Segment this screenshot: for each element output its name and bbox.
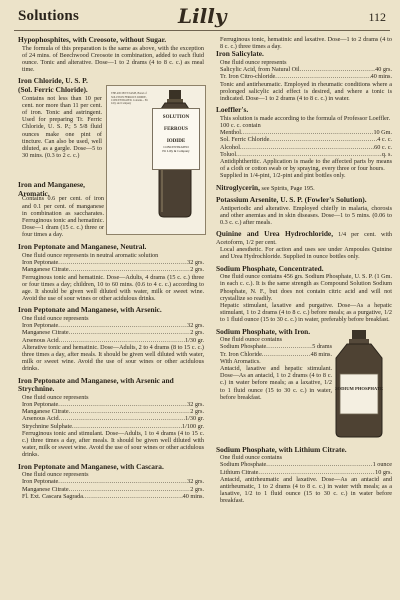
entry-title: Quinine and Urea Hydrochloride, [216, 229, 334, 239]
entry-body: One fluid ounce contains [220, 454, 283, 462]
ingredient-row: Tr. Iron Citro-chloride ..... 40 mins. [216, 73, 392, 80]
entry-title: Iron Salicylate. [216, 49, 264, 59]
ingredient-row: Tr. Iron Chloride ..... 48 mins. [216, 351, 332, 358]
entry-body: Ferruginous tonic and stimulant. Dose—Adults, 1 to 4 drams (4 to 15 c. c.) three times a day, after meals. It should be given well diluted with water, milk or sweet wine. Avoid the use of sour wines or other acidulous drinks. [22, 429, 204, 459]
entry-body: 100 c. c. contain [220, 122, 261, 130]
bottle-label [152, 108, 200, 170]
entry-title: Iron Peptonate and Manganese, with Arsenic and Strychnine. [18, 375, 174, 394]
iron-chloride-entry [18, 76, 204, 239]
ingredient-row: Manganese Citrate ..... 2 grs. [18, 266, 204, 273]
ingredient-row: Manganese Citrate ..... 2 grs. [18, 408, 204, 415]
entry-subtitle: 1/4 per cent. with Acetoform, 1/2 per cent. [216, 231, 393, 247]
entry-body: Antidiphtheritic. Application is made to the affected parts by means of a cloth or cotton swab or by spraying, every three or four hours. [220, 158, 392, 173]
entry-body: One fluid ounce contains 456 grs. Sodium Phosphate, U. S. P. (1 Gm. in each c. c.). It is the same strength as Compound Solution Sodium Phosphate, N. F., but does not contain citric acid and will not crystallize so readily. [220, 273, 392, 302]
entry-body: Contains 0.6 per cent. of iron and 0.1 per cent. of manganese in combination as saccharates. Ferruginous tonic and hematinic. Dose—1 dram (15 c. c.) three or four times a day. [22, 195, 104, 239]
right-column [216, 36, 393, 505]
entry-body: One fluid ounce represents [22, 315, 89, 323]
label-line: CONCENTRATED [163, 145, 189, 150]
ingredient-row: Sol. Ferric Chloride ..... 4 c. c. [216, 136, 392, 143]
ingredient-row: Sodium Phosphate ..... 1 ounce [216, 461, 392, 468]
entry-body: Alterative tonic and hematinic. Dose—Adults, 2 to 4 drams (8 to 15 c. c.) three times a day, after meals. It should be given well diluted with water, milk or sweet wine. Avoid the use of sour wines or other acidulous drinks. [22, 343, 204, 373]
entry-body: One fluid ounce represents in neutral aromatic solution [22, 252, 159, 259]
entry-body: With Aromatics. [220, 357, 261, 365]
entry-body: One fluid ounce represents [220, 59, 287, 66]
entry-title: Nitroglycerin, [216, 182, 260, 192]
entry-body: Antiperiodic and alterative. Employed chiefly in malaria, chorosis and other anemias and in skin diseases. Dose—1 to 5 mins. (0.06 to 0.3 c. c.) after meals. [220, 204, 392, 227]
ingredient-row: Arsenous Acid ..... 1/30 gr. [18, 415, 204, 422]
entry-body: This solution is made according to the formula of Professor Loeffler. [220, 114, 391, 122]
page-number: 112 [368, 10, 386, 24]
page-header [0, 0, 400, 34]
entry-title: Iron Peptonate and Manganese, Neutral. [18, 242, 147, 252]
entry-title: Iron Peptonate and Manganese, with Cascara. [18, 461, 164, 471]
sodium-phosphate-bottle-image [330, 330, 388, 438]
entry-title: Sodium Phosphate, with Iron. [216, 326, 311, 336]
ingredient-row: Manganese Citrate ..... 2 grs. [18, 329, 204, 336]
entry-body: One fluid ounce contains [220, 336, 283, 344]
ingredient-row: Iron Peptonate ..... 32 grs. [18, 322, 204, 329]
ingredient-row: Salicylic Acid, from Natural Oil ..... 40 grs. [216, 66, 392, 73]
ingredient-row: Iron Peptonate ..... 32 grs. [18, 259, 204, 266]
entry-title: Iron Peptonate and Manganese, with Arsenic. [18, 305, 162, 315]
left-column [18, 36, 204, 500]
ingredient-row: Arsenous Acid ..... 1/30 gr. [18, 337, 204, 344]
entry-title: Potassium Arsenite, U. S. P. (Fowler's Solution). [216, 195, 367, 205]
entry-body: Antacid, laxative and hepatic stimulant. Dose—As an antacid, 1 to 2 drams (4 to 8 c. c.) in water before meals; as a laxative, 1/2 to 1 fluid ounce (15 to 30 c. c.) in water, before breakfast. [220, 365, 332, 401]
ingredient-row: Iron Peptonate ..... 32 grs. [18, 401, 204, 408]
header-rule [14, 30, 390, 31]
entry-body: Antacid, antirheumatic and laxative. Dose—As an antacid and antirheumatic, 1 to 2 drams (4 to 8 c. c.) in water with meals; as a laxative, 1/2 to 1 fluid ounce (15 to 30 c. c.) in water before breakfast. [220, 475, 392, 505]
label-line: SOLUTION [162, 115, 190, 121]
label-line: IODIDE [166, 139, 186, 145]
ingredient-row: Manganese Citrate ..... 2 grs. [18, 486, 204, 493]
entry-body: Hepatic stimulant, laxative and purgative. Dose—As a hepatic stimulant, 1 to 2 drams (4 to 8 c. c.) before meals; as a purgative, 1/2 to 1 fluid ounce (15 to 30 c. c.) in water, preferably before breakfast. [220, 302, 392, 324]
ingredient-row: Toluol ..... q. s. [216, 151, 392, 158]
entry-title: Iron and Manganese, Aromatic. [18, 180, 86, 198]
entry-title: Iron Chloride, U. S. P. (Sol. Ferric Chloride). [18, 76, 88, 94]
entry-body: see Spirits, Page 195. [261, 184, 315, 192]
ingredient-row: Iron Peptonate ..... 32 grs. [18, 478, 204, 485]
box-fine-print: THE ANCIENT NAME, Brand of SOLUTION FERROUS IODIDE, CONCENTRATED. Contains... Eli Lilly and Company [111, 92, 148, 106]
entry-title: Loeffler's. [216, 105, 249, 115]
entry-body: The formula of this preparation is the same as above, with the exception of 24 mins. of Beechwood Creosote in combination, added to each fluid ounce. Tonic and alterative. Dose—1 to 2 drams (4 to 8 c. c.) as meal time. [22, 44, 204, 74]
entry-title: Sodium Phosphate, with Lithium Citrate. [216, 444, 347, 454]
ingredient-row: Fl. Ext. Cascara Sagrada ..... 40 mins. [18, 493, 204, 500]
ingredient-row: Strychnine Sulphate ..... 1/100 gr. [18, 423, 204, 430]
ferrous-iodide-bottle-image [106, 85, 206, 235]
brand-logo: Lilly [178, 4, 227, 28]
sodium-phosphate-entries [216, 326, 392, 505]
entry-body: Local anesthetic. For action and uses see under Ampoules Quinine and Urea Hydrochloride. Supplied in ounce bottles only. [220, 246, 392, 261]
entry-body: One fluid ounce represents [22, 471, 89, 479]
entry-body: One fluid ounce represents [22, 393, 89, 401]
entry-body: Ferruginous tonic, hematinic and laxative. Dose—1 to 2 drams (4 to 8 c. c.) three times a day. [220, 36, 392, 51]
entry-body: Ferruginous tonic and hematinic. Dose—Adults, 4 drams (15 c. c.) three or four times a day; children, 10 to 60 mins. (0.6 to 4 c. c.) according to age. It should be given well diluted with water, milk or sweet wine. Avoid the use of sour wines or other acidulous drinks. [22, 273, 204, 303]
entry-body: Supplied in 1/4-pint, 1/2-pint and pint bottles only. [220, 172, 346, 180]
ingredient-row: Menthol ..... 10 Gm. [216, 129, 392, 136]
section-title: Solutions [18, 8, 79, 24]
ingredient-row: Sodium Phosphate ..... 5 drams [216, 343, 332, 350]
label-line: Eli Lilly & Company [162, 149, 190, 154]
entry-title: Hypophosphites, with Creosote, without Sugar. [18, 35, 167, 44]
entry-body: Tonic and antirheumatic. Employed in rheumatic conditions where a prolonged salicylic acid effect is desired, and where a tonic is indicated. Dose—1 to 2 drams (4 to 8 c. c.) in water. [220, 80, 392, 103]
entry-body: Contains not less than 10 per cent. nor more than 11 per cent. of iron. Tonic and astringent. Used for preparing Tr. Ferric Chloride, U. S. P.; 5 5/8 fluid ounces make one pint of tincture. Can also be used, well diluted, as a gargle. Dose—5 to 30 mins. (0.3 to 2 c. c.) [22, 94, 102, 160]
label-line: FERROUS [164, 127, 188, 133]
ingredient-row: Lithium Citrate ..... 10 grs. [216, 469, 392, 476]
ingredient-row: Alcohol ..... 60 c. c. [216, 144, 392, 151]
bottle-label-text: SODIUM PHOSPHATE [334, 385, 384, 391]
entry-title: Sodium Phosphate, Concentrated. [216, 263, 324, 273]
